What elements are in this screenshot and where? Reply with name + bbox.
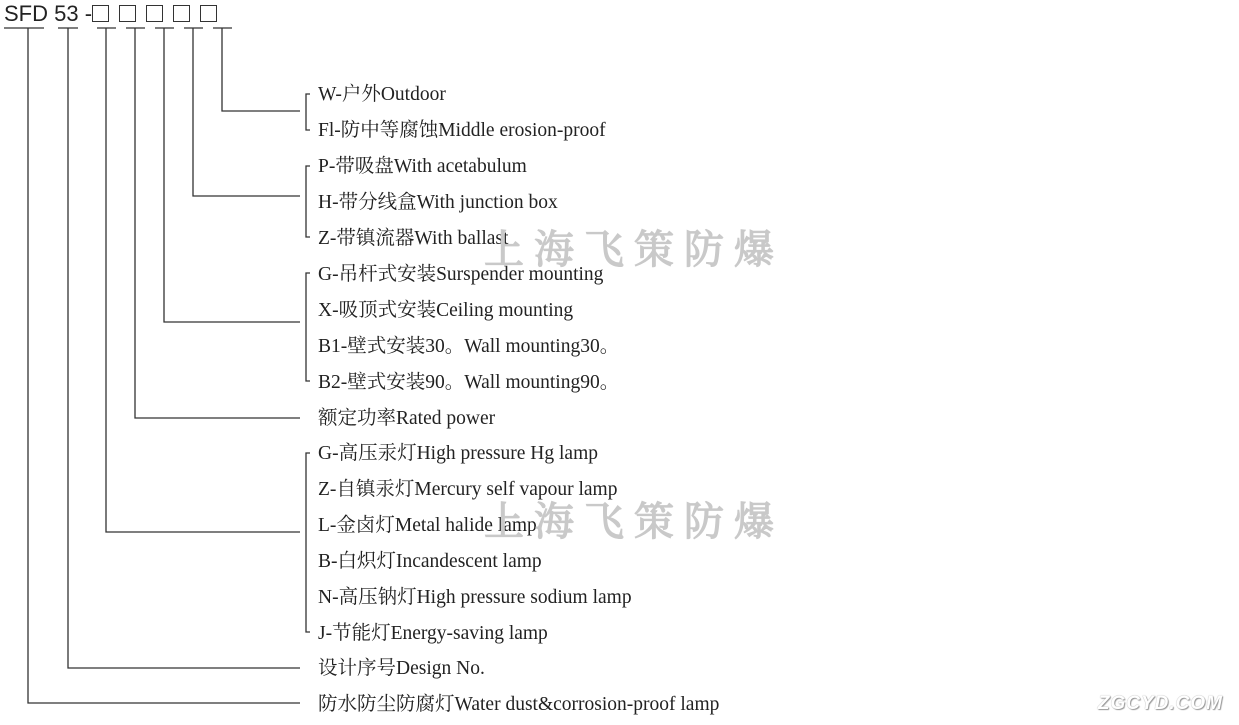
option-energy-saving-lamp: J-节能灯Energy-saving lamp [318,623,548,644]
bracket-mounting [306,273,310,381]
model-prefix: SFD 53 - [4,1,93,26]
bracket-accessory [306,166,310,237]
option-ballast: Z-带镇流器With ballast [318,228,509,249]
option-erosion-proof: Fl-防中等腐蚀Middle erosion-proof [318,120,606,141]
line-mounting [164,28,300,322]
option-rated-power: 额定功率Rated power [318,408,496,429]
bracket-lamp [306,453,310,632]
option-hg-lamp: G-高压汞灯High pressure Hg lamp [318,443,598,464]
option-junction-box: H-带分线盒With junction box [318,192,558,213]
option-incandescent-lamp: B-白炽灯Incandescent lamp [318,551,542,572]
option-outdoor: W-户外Outdoor [318,84,446,105]
option-sodium-lamp: N-高压钠灯High pressure sodium lamp [318,587,632,608]
option-ceiling-mounting: X-吸顶式安装Ceiling mounting [318,300,574,321]
line-environment [222,28,300,111]
line-accessory [193,28,300,196]
option-wall-mounting-90: B2-壁式安装90。Wall mounting90。 [318,372,620,393]
watermark-top: 上海飞策防爆 [484,226,784,273]
option-design-no: 设计序号Design No. [318,658,485,679]
option-mercury-lamp: Z-自镇汞灯Mercury self vapour lamp [318,479,618,500]
line-design [68,28,300,668]
option-suspender-mounting: G-吊杆式安装Surspender mounting [318,264,604,285]
line-power [135,28,300,418]
option-wall-mounting-30: B1-壁式安装30。Wall mounting30。 [318,336,620,357]
watermark-bottom: 上海飞策防爆 [484,498,784,545]
bracket-environment [306,94,310,130]
option-product-type: 防水防尘防腐灯Water dust&corrosion-proof lamp [318,694,720,715]
option-acetabulum: P-带吸盘With acetabulum [318,156,527,177]
option-metal-halide-lamp: L-金卤灯Metal halide lamp [318,515,537,536]
footer-watermark: ZGCYD.COM [1097,693,1223,714]
